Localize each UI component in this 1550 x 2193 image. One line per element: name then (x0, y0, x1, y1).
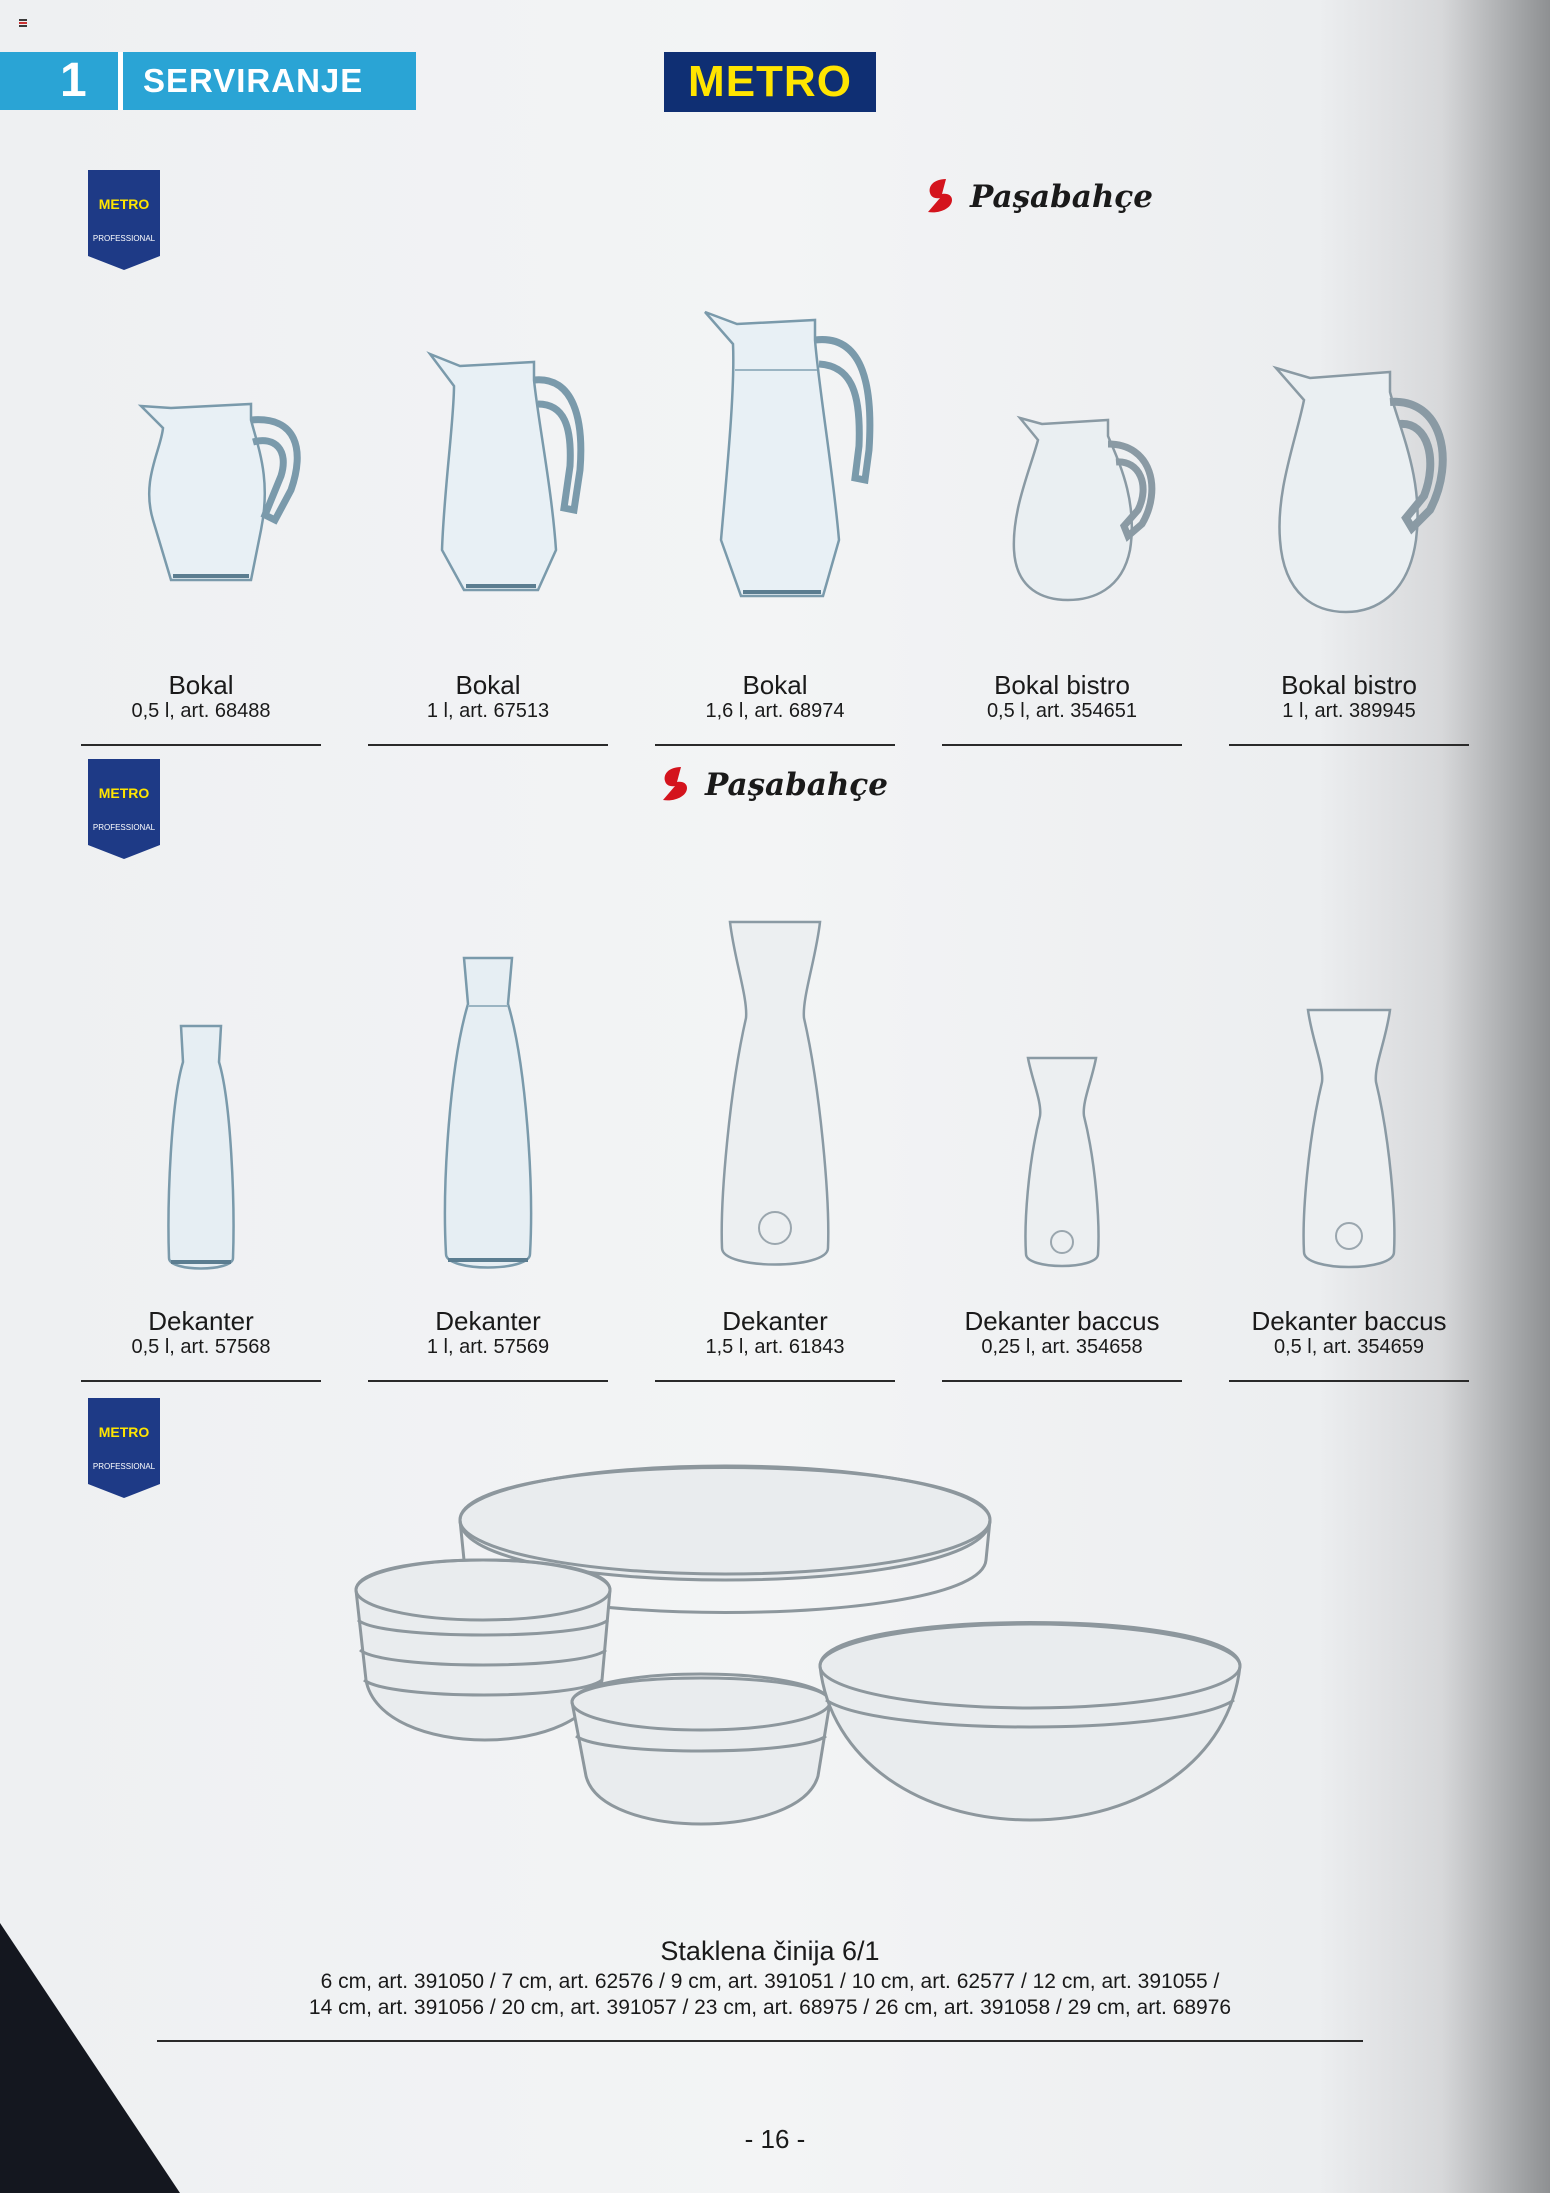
product-name: Dekanter (435, 1306, 541, 1336)
badge-title: METRO (98, 196, 150, 212)
badge-title: METRO (98, 785, 150, 801)
product-detail: 1,5 l, art. 61843 (705, 1336, 845, 1358)
decanter-image (368, 912, 608, 1278)
badge-subtitle: PROFESSIONAL (92, 1462, 156, 1471)
pitcher-image (81, 290, 321, 610)
decanter-medium-image (418, 954, 558, 1278)
product-name: Dekanter (148, 1306, 254, 1336)
product-name: Bokal (742, 670, 808, 700)
pitcher-small-image (101, 380, 301, 610)
menu-icon[interactable] (19, 19, 27, 27)
product-divider (81, 1380, 321, 1382)
pasabahce-logo (920, 174, 1153, 220)
product-detail: 0,5 l, art. 68488 (131, 700, 271, 722)
metro-logo (664, 52, 876, 112)
product-detail: 0,5 l, art. 57568 (131, 1336, 271, 1358)
decanter-image (1229, 912, 1469, 1276)
section-title: SERVIRANJE (143, 62, 364, 99)
product-detail: 1 l, art. 67513 (426, 700, 550, 722)
decanter-baccus-large-image (1294, 1006, 1404, 1276)
decanter-image (655, 912, 895, 1278)
product-divider (1229, 744, 1469, 746)
product-divider (1229, 1380, 1469, 1382)
pasabahce-logo (655, 762, 888, 808)
product-name: Dekanter baccus (1251, 1306, 1447, 1336)
brand-name: Paşabahçe (970, 179, 1154, 215)
section-tab (0, 52, 416, 110)
product-name: Bokal bistro (1281, 670, 1417, 700)
pasabahce-mark-icon (655, 764, 697, 806)
pitcher-medium-image (388, 340, 588, 610)
decanter-image (81, 912, 321, 1278)
metro-professional-badge (88, 1398, 160, 1498)
product-name: Dekanter baccus (964, 1306, 1160, 1336)
page-number: - 16 - (744, 2124, 806, 2154)
product-name: Dekanter (722, 1306, 828, 1336)
product-name: Bokal bistro (994, 670, 1130, 700)
pitcher-image (1229, 290, 1469, 620)
metro-logo-text: METRO (688, 57, 852, 106)
product-detail: 1 l, art. 57569 (426, 1336, 550, 1358)
product-detail: 0,5 l, art. 354651 (986, 700, 1138, 722)
pasabahce-mark-icon (920, 176, 962, 218)
bowl-divider (157, 2040, 1363, 2042)
product-divider (655, 744, 895, 746)
product-divider (368, 744, 608, 746)
decanter-large-image (700, 918, 850, 1278)
product-divider (368, 1380, 608, 1382)
pitcher-image (368, 290, 608, 610)
bowl-product-name: Staklena činija 6/1 (660, 1936, 880, 1966)
brand-name: Paşabahçe (705, 767, 889, 803)
glass-bowls-image (340, 1440, 1250, 1880)
section-number: 1 (60, 54, 87, 107)
bowl-product-detail-line-1: 6 cm, art. 391050 / 7 cm, art. 62576 / 9 cm, art. 391051 / 10 cm, art. 62577 / 12 cm, art. 391055 / (320, 1970, 1220, 1993)
product-name: Bokal (168, 670, 234, 700)
badge-subtitle: PROFESSIONAL (92, 234, 156, 243)
decanter-image (942, 912, 1182, 1274)
product-detail: 1 l, art. 389945 (1282, 700, 1416, 722)
pitcher-image (942, 290, 1182, 610)
bowl-product-detail-line-2: 14 cm, art. 391056 / 20 cm, art. 391057 / 23 cm, art. 68975 / 26 cm, art. 391058 / 29 cm, art. 68976 (308, 1996, 1232, 2019)
badge-subtitle: PROFESSIONAL (92, 823, 156, 832)
product-divider (942, 1380, 1182, 1382)
pitcher-bistro-large-image (1244, 350, 1454, 620)
product-detail: 0,25 l, art. 354658 (981, 1336, 1143, 1358)
product-detail: 1,6 l, art. 68974 (705, 700, 845, 722)
pitcher-large-image (675, 300, 875, 610)
product-divider (942, 744, 1182, 746)
product-name: Bokal (455, 670, 521, 700)
decanter-small-image (141, 1022, 261, 1278)
product-detail: 0,5 l, art. 354659 (1273, 1336, 1425, 1358)
metro-professional-badge (88, 759, 160, 859)
pitcher-image (655, 290, 895, 610)
badge-title: METRO (98, 1424, 150, 1440)
metro-professional-badge (88, 170, 160, 270)
pitcher-bistro-small-image (962, 400, 1162, 610)
decanter-baccus-small-image (1012, 1054, 1112, 1274)
product-divider (81, 744, 321, 746)
product-divider (655, 1380, 895, 1382)
section-divider (118, 52, 123, 110)
